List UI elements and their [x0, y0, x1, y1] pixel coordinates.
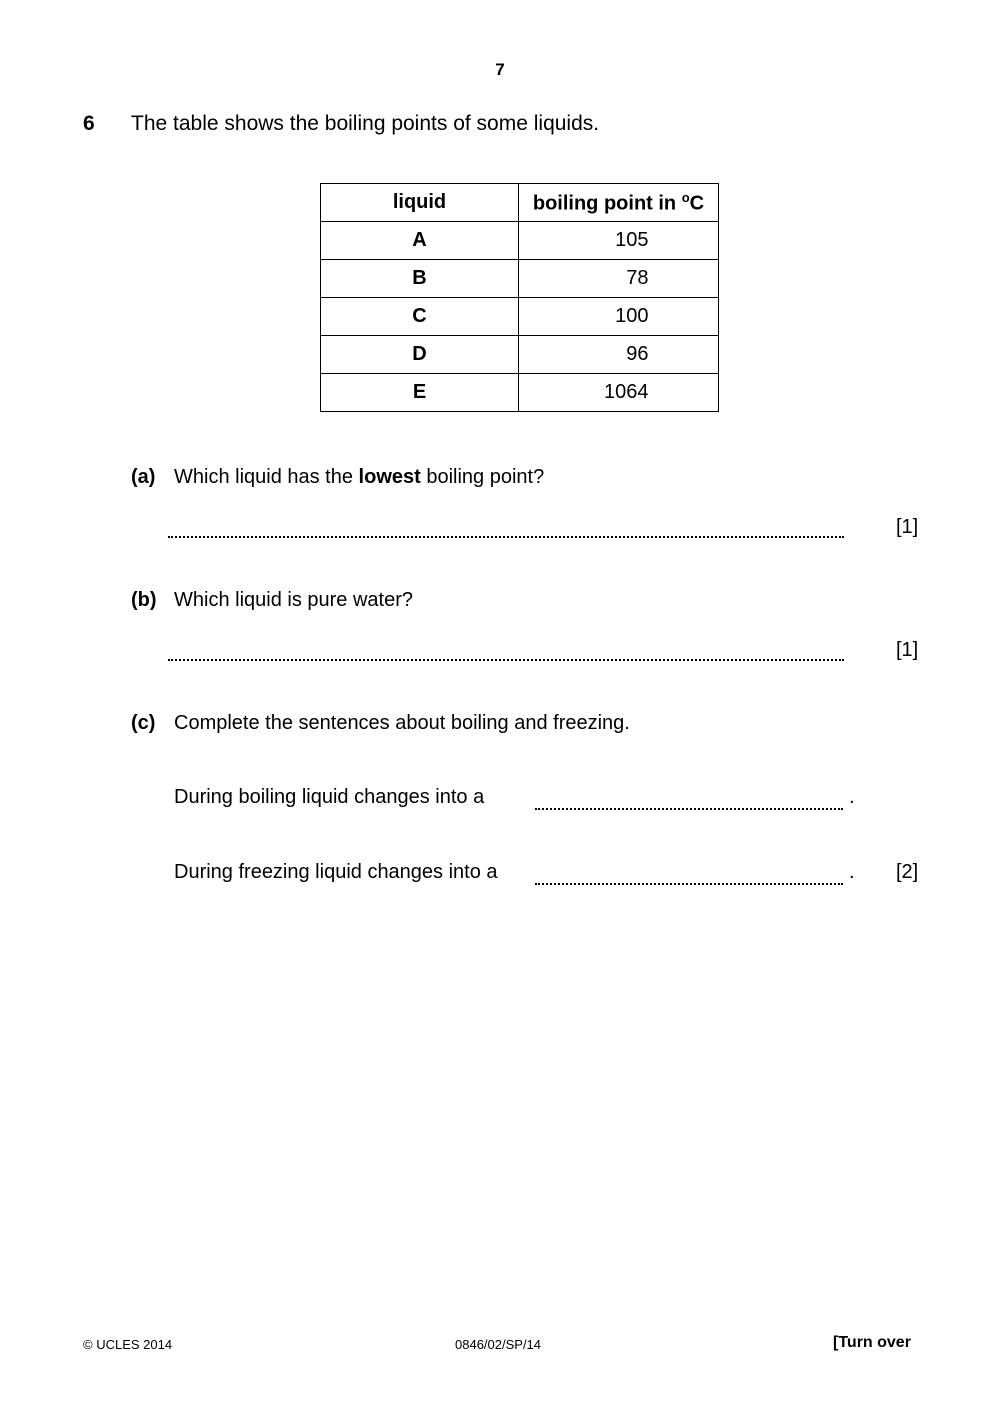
part-c-question: Complete the sentences about boiling and freezing. — [174, 712, 630, 734]
part-c-label: (c) — [131, 712, 156, 734]
table-row — [321, 336, 719, 374]
boiling-point-cell — [519, 222, 719, 260]
liquid-cell: C — [321, 298, 519, 336]
table-header-row — [321, 184, 719, 222]
footer-copyright: © UCLES 2014 — [83, 1337, 173, 1352]
liquid-cell: A — [321, 222, 519, 260]
part-c-freezing-answer-line[interactable] — [535, 883, 843, 885]
part-b-answer-line[interactable] — [168, 659, 844, 661]
liquid-cell: E — [321, 374, 519, 412]
part-b-question: Which liquid is pure water? — [174, 589, 413, 611]
boiling-point-value: 1064 — [604, 381, 649, 403]
boiling-point-value: 105 — [615, 229, 649, 251]
boiling-point-value: 96 — [626, 343, 649, 365]
header-liquid: liquid — [321, 184, 519, 222]
boiling-point-cell — [519, 298, 719, 336]
liquid-cell: D — [321, 336, 519, 374]
header-boiling-point-text: boiling point in — [532, 192, 682, 215]
part-a-mark: [1] — [896, 516, 919, 538]
table-row — [321, 222, 719, 260]
boiling-point-value: 100 — [615, 305, 649, 327]
part-c-freezing-period: . — [849, 861, 855, 883]
footer-paper-code: 0846/02/SP/14 — [455, 1337, 542, 1352]
part-b-label: (b) — [131, 589, 157, 611]
degree-symbol: o — [681, 189, 690, 205]
part-a-text-after: boiling point? — [420, 466, 545, 488]
question-stem: The table shows the boiling points of some liquids. — [131, 112, 600, 135]
part-a-question — [174, 466, 544, 489]
part-a-text-bold: lowest — [358, 466, 421, 488]
page-number: 7 — [495, 60, 505, 79]
footer-turn-over: [Turn over — [833, 1334, 911, 1351]
boiling-point-value: 78 — [626, 267, 649, 289]
part-c-mark: [2] — [896, 861, 919, 883]
table-row — [321, 260, 719, 298]
header-boiling-point — [519, 184, 719, 222]
boiling-point-cell — [519, 374, 719, 412]
boiling-point-cell — [519, 260, 719, 298]
part-a-text-before: Which liquid has the — [174, 466, 359, 488]
question-number: 6 — [83, 112, 95, 135]
boiling-points-table — [320, 183, 719, 412]
part-c-boiling-period: . — [849, 786, 855, 808]
celsius-unit: C — [689, 192, 705, 215]
part-a-label: (a) — [131, 466, 156, 488]
liquid-cell: B — [321, 260, 519, 298]
table-row — [321, 374, 719, 412]
boiling-point-cell — [519, 336, 719, 374]
part-c-sentence-boiling: During boiling liquid changes into a — [174, 786, 485, 808]
part-a-answer-line[interactable] — [168, 536, 844, 538]
table-row — [321, 298, 719, 336]
part-c-sentence-freezing: During freezing liquid changes into a — [174, 861, 498, 883]
part-b-mark: [1] — [896, 639, 919, 661]
part-c-boiling-answer-line[interactable] — [535, 808, 843, 810]
